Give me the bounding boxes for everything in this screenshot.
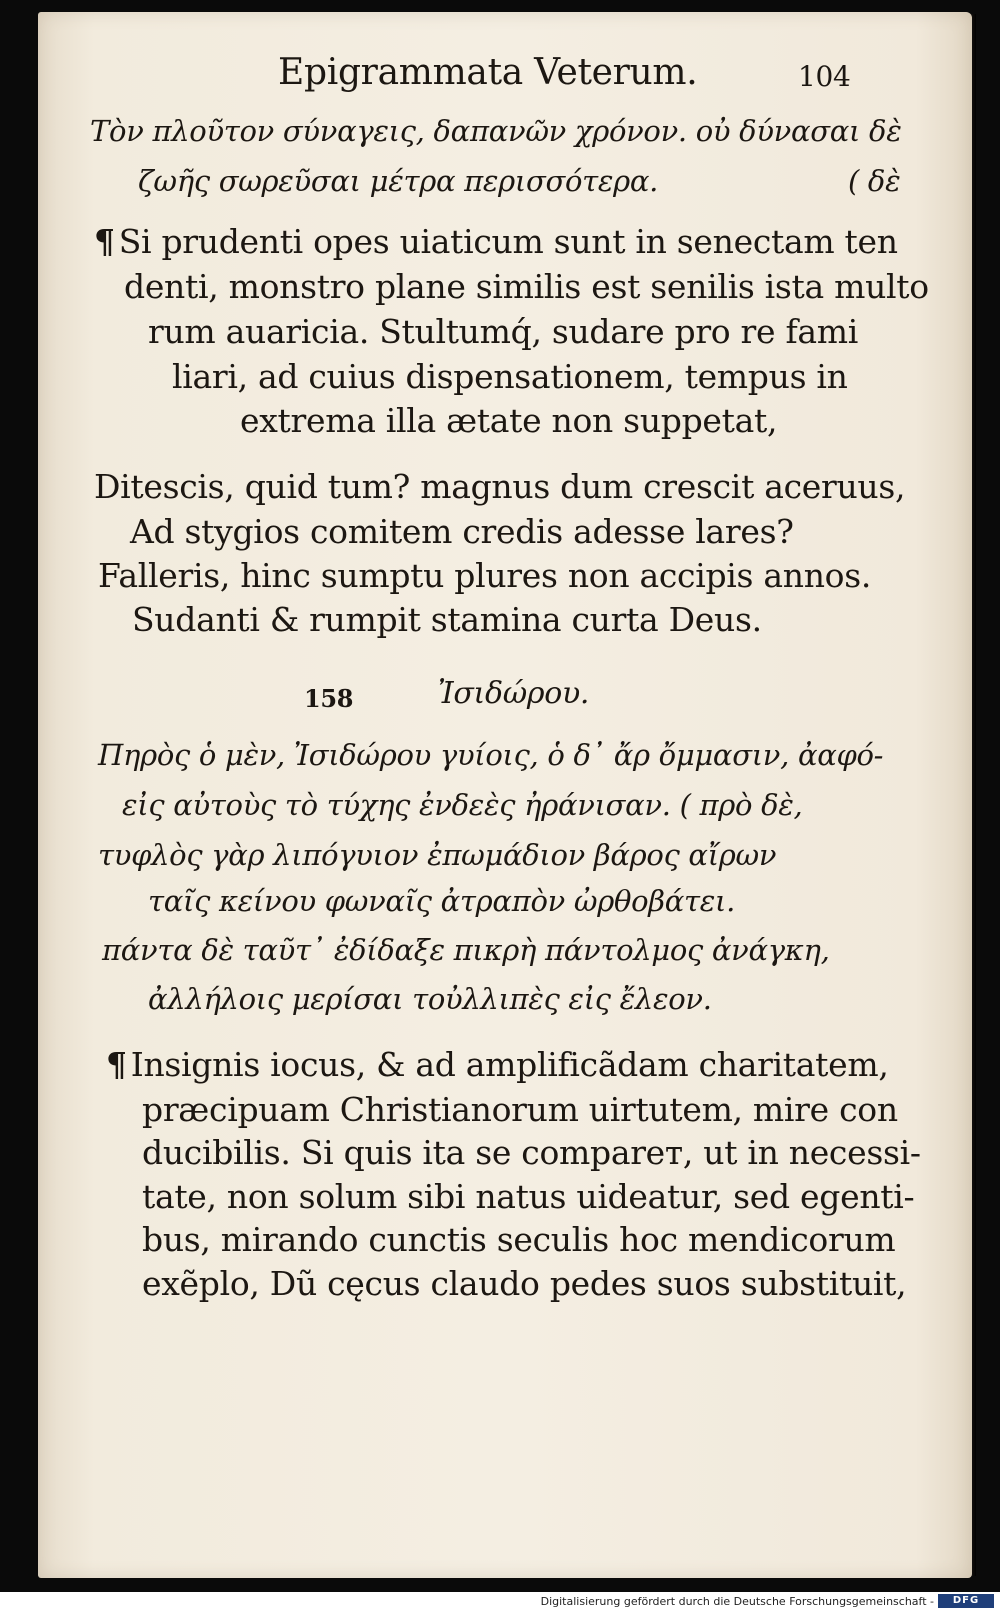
commentary-line: bus, mirando cunctis seculis hoc mendicorum — [142, 1220, 896, 1259]
greek-line: εἰς αὐτοὺς τὸ τύχης ἐνδεὲς ἠράνισαν. ( πρὸ δὲ, — [122, 788, 803, 822]
epigram-heading: Ἰσιδώρου. — [438, 676, 590, 711]
verse-line: Ad stygios comitem credis adesse lares? — [130, 512, 794, 551]
commentary-line — [106, 1045, 889, 1084]
commentary-line — [94, 222, 898, 261]
commentary-line: exẽplo, Dũ cęcus claudo pedes suos substituit, — [142, 1264, 907, 1303]
commentary-line: liari, ad cuius dispensationem, tempus in — [172, 357, 848, 396]
commentary-line: rum auaricia. Stultumq́, sudare pro re fami — [148, 312, 858, 351]
commentary-line: ducibilis. Si quis ita se compareт, ut in necessi- — [142, 1133, 921, 1172]
dfg-logo: DFG — [938, 1594, 994, 1608]
commentary-text: Si prudenti opes uiaticum sunt in senectam ten — [118, 222, 898, 261]
greek-line: Πηρὸς ὁ μὲν, Ἰσιδώρου γυίοις, ὁ δ᾽ ἄρ ὄμμασιν, ἀαφό- — [98, 738, 884, 772]
digitization-credit: Digitalisierung gefördert durch die Deutsche Forschungsgemeinschaft - — [540, 1595, 934, 1608]
greek-line: τυφλὸς γὰρ λιπόγυιον ἐπωμάδιον βάρος αἴρων — [98, 838, 777, 872]
pilcrow-mark: ¶ — [106, 1045, 127, 1084]
verse-line: Falleris, hinc sumptu plures non accipis annos. — [98, 556, 872, 595]
greek-line: πάντα δὲ ταῦτ᾽ ἐδίδαξε πικρὴ πάντολμος ἀνάγκη, — [102, 933, 830, 967]
greek-line: Τὸν πλοῦτον σύναγεις, δαπανῶν χρόνον. οὐ δύνασαι δὲ — [90, 114, 902, 148]
commentary-line: tate, non solum sibi natus uideatur, sed egenti- — [142, 1177, 915, 1216]
verse-line: Sudanti & rumpit stamina curta Deus. — [132, 600, 762, 639]
greek-line: ἀλλήλοις μερίσαι τοὐλλιπὲς εἰς ἔλεον. — [148, 982, 712, 1016]
commentary-text: Insignis iocus, & ad amplificãdam charitatem, — [130, 1045, 889, 1084]
page-number: 104 — [798, 60, 851, 93]
epigram-number: 158 — [304, 684, 354, 713]
verse-line: Ditescis, quid tum? magnus dum crescit aceruus, — [94, 467, 906, 506]
commentary-line: præcipuam Christianorum uirtutem, mire con — [142, 1090, 898, 1129]
greek-line-continuation: ( δὲ — [848, 164, 901, 198]
greek-line: ταῖς κείνου φωναῖς ἀτραπὸν ὠρθοβάτει. — [148, 884, 736, 918]
running-head-title: Epigrammata Veterum. — [278, 52, 698, 93]
commentary-line: extrema illa ætate non suppetat, — [240, 401, 778, 440]
book-page — [38, 12, 972, 1578]
greek-line: ζωῆς σωρεῦσαι μέτρα περισσότερα. — [138, 164, 659, 198]
pilcrow-mark: ¶ — [94, 222, 115, 261]
commentary-line: denti, monstro plane similis est senilis ista multo — [124, 267, 929, 306]
